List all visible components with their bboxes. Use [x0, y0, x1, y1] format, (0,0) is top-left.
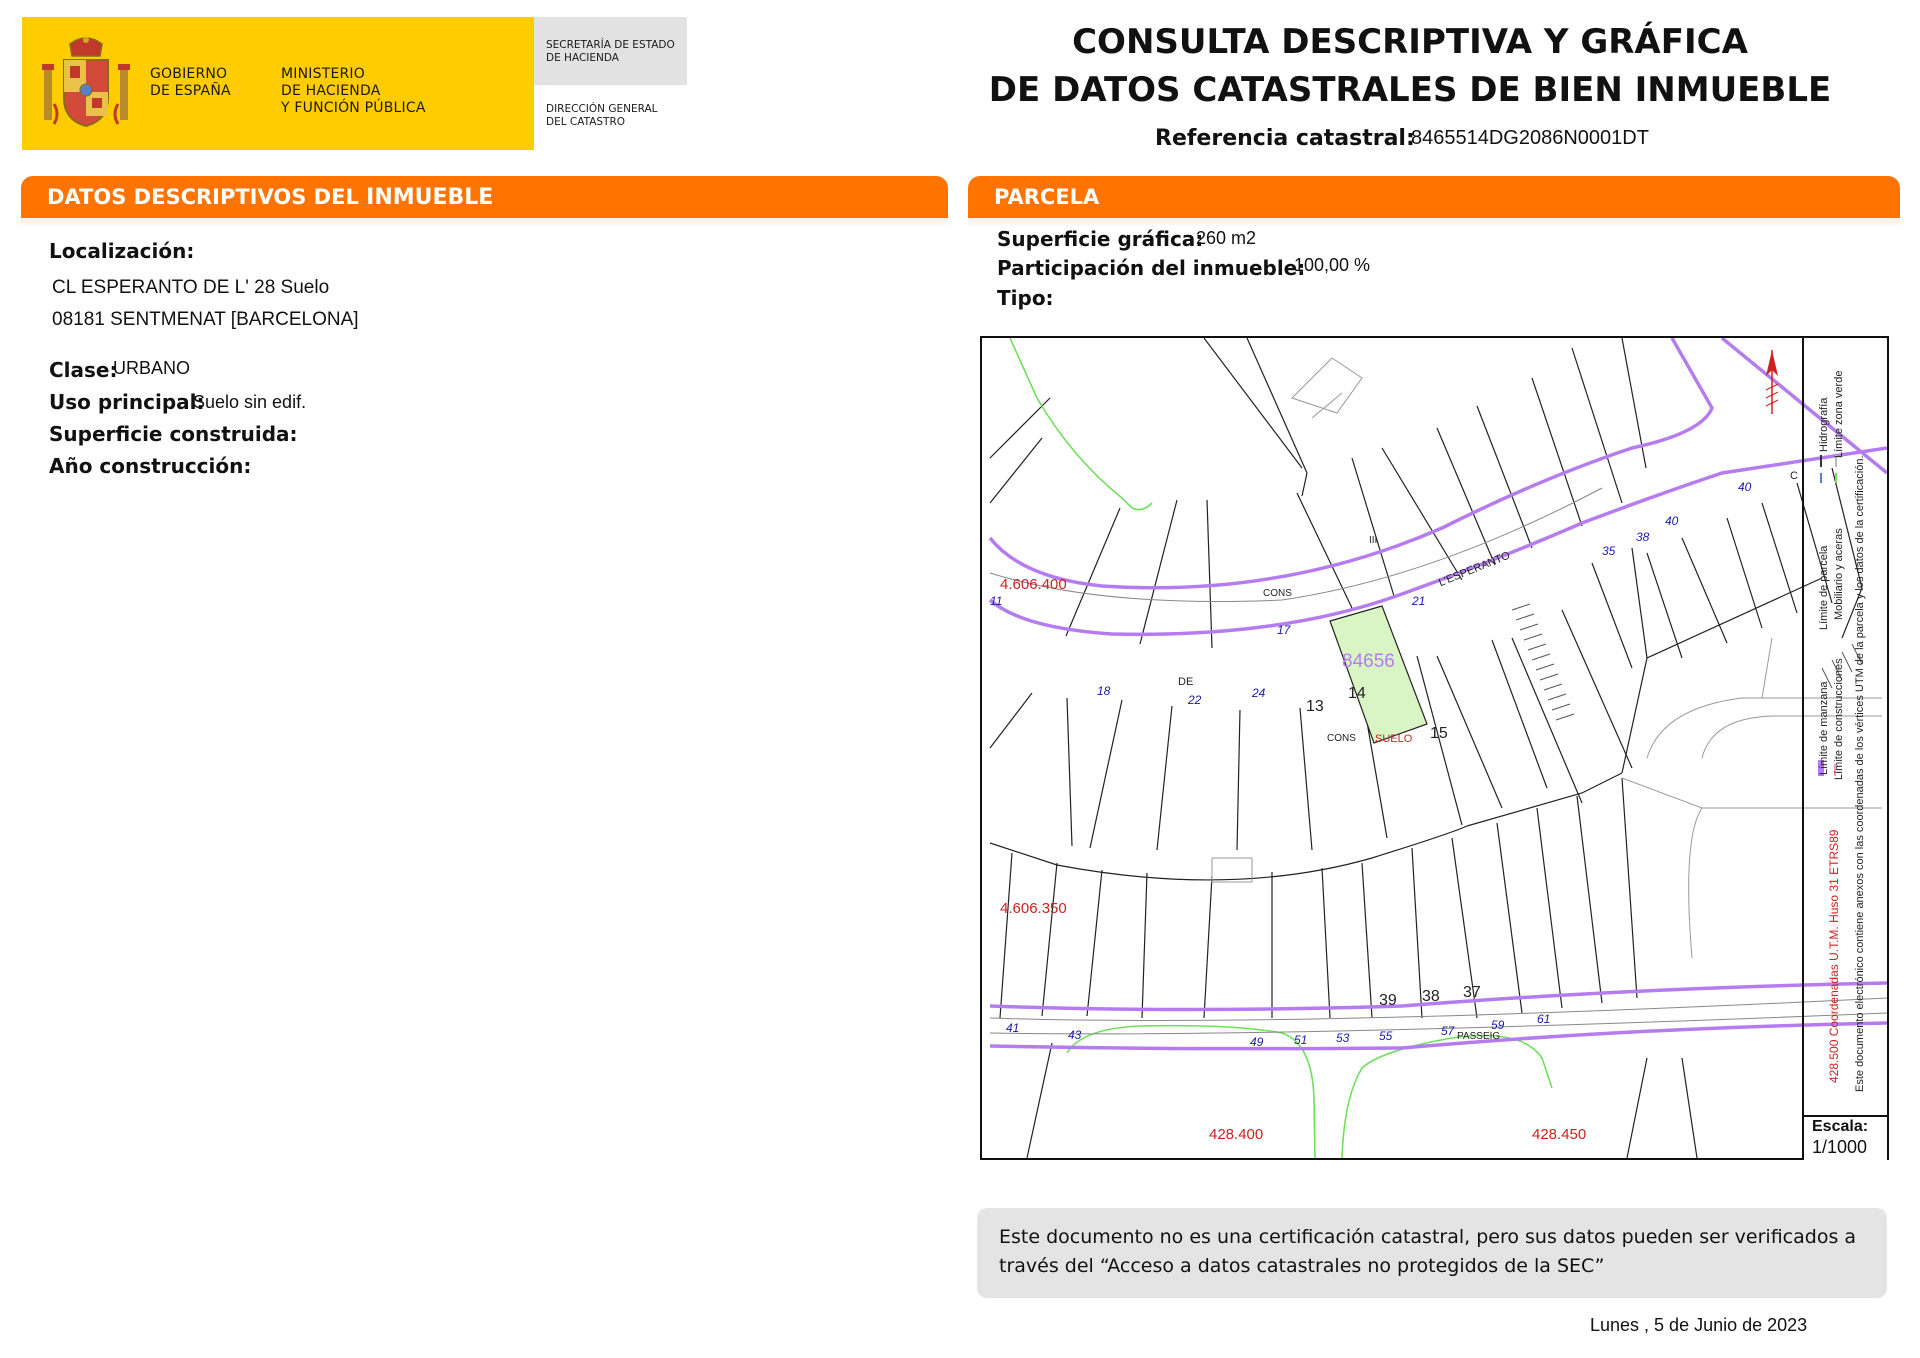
ref-catastral-value: 8465514DG2086N0001DT: [1411, 127, 1649, 149]
superficie-construida-label: Superficie construida:: [49, 422, 298, 446]
localizacion-label: Localización:: [49, 239, 195, 263]
street-number: 59: [1491, 1018, 1505, 1032]
uso-principal-label: Uso principal:: [49, 390, 205, 414]
street-number: 40: [1738, 480, 1752, 494]
uso-principal-value: Suelo sin edif.: [193, 392, 307, 412]
street-number: 18: [1097, 684, 1111, 698]
ministerio-line2: DE HACIENDA: [281, 83, 381, 99]
legend-parcela: Límite de parcela: [1818, 545, 1830, 630]
ref-catastral-label: Referencia catastral:: [1155, 126, 1415, 151]
direccion-line1: DIRECCIÓN GENERAL: [546, 103, 658, 115]
coord-x-left: 428.400: [1209, 1126, 1264, 1143]
north-arrow-icon: [1764, 350, 1780, 414]
legend-construcciones: Límite de construcciones: [1833, 658, 1845, 780]
superficie-grafica-label: Superficie gráfica:: [997, 227, 1204, 251]
street-number: 11: [990, 594, 1003, 608]
legend-manzana: Límite de manzana: [1818, 681, 1830, 775]
parcel-39: 39: [1379, 992, 1397, 1009]
document-date: Lunes , 5 de Junio de 2023: [1590, 1315, 1808, 1335]
scale-label: Escala:: [1812, 1118, 1869, 1135]
gobierno-line2: DE ESPAÑA: [150, 83, 231, 99]
header-shadow: [21, 218, 948, 228]
clase-value: URBANO: [113, 358, 191, 378]
notice-line2: través del “Acceso a datos catastrales no protegidos de la SEC”: [999, 1255, 1605, 1277]
parcel-15: 15: [1430, 725, 1448, 742]
verification-notice-text: [999, 1223, 1869, 1281]
legend-mobiliario: Mobiliario y aceras: [1833, 528, 1845, 620]
coat-of-arms-icon: [40, 34, 132, 132]
block-boundaries: [990, 338, 1887, 1049]
street-number: 57: [1441, 1024, 1455, 1038]
cadastral-map-drawing: [982, 338, 1887, 1158]
parcel-13: 13: [1306, 698, 1324, 715]
stairs-hatch: [1512, 604, 1862, 720]
street-passeig: PASSEIG: [1457, 1031, 1501, 1042]
street-de: DE: [1178, 676, 1194, 688]
selected-parcel: [1330, 606, 1427, 743]
anio-construccion-label: Año construcción:: [49, 454, 252, 478]
coord-y-bottom: 4.606.350: [1000, 900, 1067, 917]
label-cons-lower: CONS: [1327, 733, 1356, 744]
label-iii: III: [1369, 535, 1378, 546]
legend-coordinates-note: 428.500 Coordenadas U.T.M. Huso 31 ETRS89: [1827, 829, 1841, 1083]
gobierno-line1: GOBIERNO: [150, 66, 228, 82]
parcel-lines: [990, 338, 1862, 1158]
scale-value: 1/1000: [1812, 1137, 1868, 1157]
parcel-14: 14: [1348, 685, 1366, 702]
street-number: 49: [1250, 1035, 1264, 1049]
street-number: 24: [1252, 686, 1266, 700]
address-line1: CL ESPERANTO DE L' 28 Suelo: [52, 277, 330, 298]
street-number: 61: [1537, 1012, 1551, 1026]
descriptive-data-title-bold: INMUEBLE: [366, 185, 494, 210]
notice-line1: Este documento no es una certificación catastral, pero sus datos pueden ser verificados a: [999, 1226, 1857, 1248]
label-cons-upper: CONS: [1263, 588, 1292, 599]
tipo-label: Tipo:: [997, 286, 1054, 310]
descriptive-data-header: [21, 176, 948, 218]
participacion-value: 100,00 %: [1294, 255, 1371, 275]
construction-lines: [1212, 358, 1882, 958]
street-number: 53: [1336, 1031, 1350, 1045]
street-number: 55: [1379, 1029, 1393, 1043]
street-number: 22: [1188, 693, 1202, 707]
page-title-line1: CONSULTA DESCRIPTIVA Y GRÁFICA: [1072, 22, 1748, 62]
label-suelo: SUELO: [1375, 733, 1413, 745]
block-number: 84656: [1342, 651, 1395, 672]
parcel-37: 37: [1463, 984, 1481, 1001]
coord-y-top: 4.606.400: [1000, 576, 1067, 593]
sidewalk-lines: [990, 488, 1887, 1034]
street-esperanto: L'ESPERANTO: [1437, 549, 1512, 590]
legend-divider: [1802, 338, 1804, 1158]
address-line2: 08181 SENTMENAT [BARCELONA]: [52, 309, 359, 330]
street-number: 41: [1006, 1021, 1020, 1035]
coord-x-right: 428.450: [1532, 1126, 1587, 1143]
participacion-label: Participación del inmueble:: [997, 256, 1306, 280]
street-partial-label: C: [1790, 470, 1798, 482]
clase-label: Clase:: [49, 358, 118, 382]
parcela-header: PARCELA: [968, 176, 1900, 218]
superficie-grafica-value: 260 m2: [1196, 228, 1257, 248]
street-number: 43: [1068, 1028, 1082, 1042]
legend-document-note: Este documento electrónico contiene anexos con las coordenadas de los vértices UTM de la parcela y los datos de la certificación.: [1854, 455, 1866, 1092]
page-title-line2: DE DATOS CATASTRALES DE BIEN INMUEBLE: [988, 70, 1832, 110]
direccion-line2: DEL CATASTRO: [546, 116, 626, 128]
ministerio-line1: MINISTERIO: [281, 66, 365, 82]
cadastral-map: [980, 336, 1889, 1160]
street-number: 21: [1412, 594, 1426, 608]
street-number: 35: [1602, 544, 1616, 558]
street-number: 38: [1636, 530, 1650, 544]
secretaria-line2: DE HACIENDA: [546, 52, 619, 64]
legend-zona-verde: Límite zona verde: [1833, 370, 1845, 458]
descriptive-data-title-prefix: DATOS DESCRIPTIVOS DEL: [47, 185, 367, 209]
legend-swatches-upper: [1818, 455, 1858, 485]
street-number: 40: [1665, 514, 1679, 528]
ministerio-line3: Y FUNCIÓN PÚBLICA: [281, 100, 426, 116]
secretaria-line1: SECRETARÍA DE ESTADO: [546, 39, 675, 51]
street-number: 51: [1294, 1033, 1308, 1047]
legend-hidrografia: Hidrografía: [1818, 397, 1830, 452]
street-number: 17: [1277, 623, 1291, 637]
parcel-38: 38: [1422, 988, 1440, 1005]
